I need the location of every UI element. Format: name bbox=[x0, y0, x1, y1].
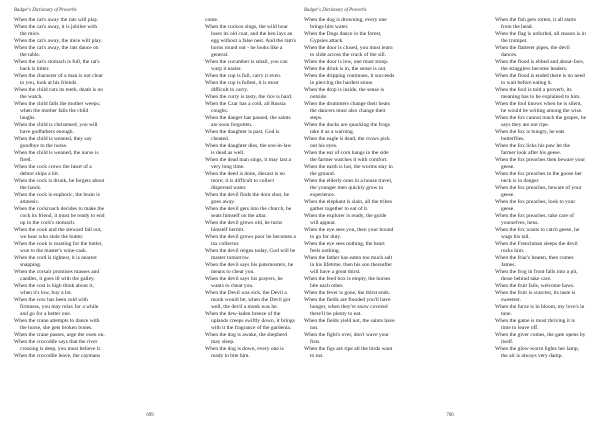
proverb-entry: When the flatterer pipes, the devil dances. bbox=[495, 45, 570, 58]
running-head: Badger's Dictionary of Proverbs bbox=[304, 8, 367, 13]
proverb-entry: When the cord is tightest, it is nearest snapping. bbox=[14, 255, 97, 268]
proverb-entry: When the fox cannot reach the grapes, he says they are not ripe. bbox=[495, 115, 587, 128]
proverb-entry: When the elephant is slain, all the tribes gather together to eat of it. bbox=[304, 199, 392, 212]
proverb-entry: When the daughter is past, God is cheated. bbox=[205, 129, 280, 142]
proverb-entry: When the cat's away the rats will play. bbox=[14, 17, 99, 23]
proverb-entry: When the glow-worm lights her lamp, the air is always very damp. bbox=[495, 346, 580, 359]
proverb-entry: When the fox preaches, look to your geese. bbox=[495, 199, 576, 212]
page-number: 699 bbox=[146, 413, 154, 418]
proverb-entry: When the fool knows when he is silent, he would be writing among the wise. bbox=[495, 101, 583, 114]
proverb-entry: When the cock is drunk, he forgets about the hawk. bbox=[14, 178, 105, 191]
proverb-entry: When the drink is in, the sense is out. bbox=[304, 66, 387, 72]
proverb-entry: When the father has eaten too much salt in his lifetime, then his son thereafter will have a great thirst. bbox=[304, 255, 393, 275]
proverb-entry: When the child falls the mother weeps; when the mother falls the child laughs. bbox=[14, 101, 101, 121]
proverb-entry: When the cat's away, the rats dance on the table. bbox=[14, 45, 99, 58]
proverb-entry: When the fox licks his paw let the farmer look after his geese. bbox=[495, 143, 570, 156]
proverb-entry: When the drop is inside, the sense is outside. bbox=[304, 87, 385, 100]
proverb-entry: When the fox preaches, take care of yourselves, hens. bbox=[495, 213, 574, 226]
proverb-entry: When the fox preaches to the goose her neck is in danger. bbox=[495, 171, 582, 184]
proverb-entry: When the cat's stomach is full, the rat's back is bitter. bbox=[14, 59, 100, 72]
proverb-entry: When the crocodile says that the river crossing is deep, you must believe it. bbox=[14, 339, 102, 352]
column-1 bbox=[14, 17, 105, 360]
proverb-entry: When the cook is roasting for the butler, woe to the master's wine-cask. bbox=[14, 241, 103, 254]
proverb-entry: When the fields yield not, the saints have not. bbox=[304, 318, 395, 331]
proverb-entry: When the fish gets rotten, it all starts from the head. bbox=[495, 17, 576, 30]
proverb-entry: When the Dogs dance in the forest, Gypsies attack. bbox=[304, 31, 382, 44]
proverb-entry: When the corsair promises masses and candles, it goes ill with the galley. bbox=[14, 269, 100, 282]
proverb-entry: When the dew-laden breeze of the uplands creeps swiftly down, it brings with it the fragrance of the gardenia. bbox=[205, 311, 295, 331]
page-number: 700 bbox=[446, 413, 454, 418]
right-page bbox=[300, 0, 600, 424]
proverb-entry: When the cuckoo sings, the wild boar loses its old coat, and the hen lays an egg without a false nest. And the ram's horns round out - he looks like a general. bbox=[205, 24, 297, 58]
proverb-entry: When the earth is hot, the worms stay in the ground. bbox=[304, 164, 393, 177]
proverb-entry: When the devil grows old, he turns himself hermit. bbox=[205, 220, 283, 233]
column-group bbox=[14, 17, 296, 360]
proverb-entry: When the dripping continues, it succeeds in piercing the hardest stone. bbox=[304, 73, 395, 86]
proverb-entry: When the ducks are quacking the frogs take it as a warning. bbox=[304, 122, 390, 135]
proverb-entry: When the explorer is ready, the guide will appear. bbox=[304, 213, 387, 226]
proverb-entry: When the cock crows the heart of a debtor skips a bit. bbox=[14, 164, 92, 177]
proverb-entry: When the fruit is scarcest, its taste is sweetest. bbox=[495, 290, 576, 303]
proverb-entry: come. bbox=[205, 17, 219, 23]
column-2 bbox=[495, 17, 586, 360]
proverb-entry: When the cup is fullest, it is most difficult to carry. bbox=[205, 80, 279, 93]
proverb-entry: When the dead man sings, it may last a very long time. bbox=[205, 157, 291, 170]
running-head: Badger's Dictionary of Proverbs bbox=[14, 8, 77, 13]
proverb-entry: When the cock is euphoric, the brain is amnesic. bbox=[14, 192, 100, 205]
proverb-entry: When the feed box is empty, the horses bite each other. bbox=[304, 276, 391, 289]
proverb-entry: When the fight's over, don't wave your fists. bbox=[304, 332, 390, 345]
proverb-entry: When the cat's away, the mice will play. bbox=[14, 38, 103, 44]
proverb-entry: When the devil finds the door shut, he goes away. bbox=[205, 192, 290, 205]
proverb-entry: When the cook and the steward fall out, we hear who stole the butter. bbox=[14, 227, 102, 240]
column-2 bbox=[205, 17, 296, 360]
proverb-entry: When the child is weaned, the nurse is fired. bbox=[14, 150, 99, 163]
proverb-entry: When the crocodile leave, the caymans bbox=[14, 353, 101, 359]
proverb-entry: When the flood is ebbed and about-face, the stragglers become leaders. bbox=[495, 59, 585, 72]
proverb-entry: When the cow has been sold with firmness, you may relax for a while and go for a better one. bbox=[14, 297, 99, 317]
proverb-entry: When the fox preaches then beware your geese. bbox=[495, 157, 586, 170]
proverb-entry: When the furze is in bloom, my love's in tune. bbox=[495, 304, 585, 317]
proverb-entry: When the cost is high think about it, when it's low, buy a lot. bbox=[14, 283, 94, 296]
proverb-entry: When the friar's beaten, then comes James. bbox=[495, 255, 574, 268]
proverb-entry: When the door is low, one must stoop. bbox=[304, 59, 389, 65]
proverb-entry: When the dog is drowning, every one brings him water. bbox=[304, 17, 387, 30]
proverb-entry: When the flag is unfurled, all reason is in the trumpet. bbox=[495, 31, 586, 44]
proverb-entry: When the eye sees you, then your bound to go for duty. bbox=[304, 227, 394, 240]
proverb-entry: When the ear of corn hangs in the side the farmer watches it with comfort. bbox=[304, 150, 389, 163]
column-group bbox=[304, 17, 586, 360]
proverb-entry: When the devil says his prayers, he wants to cheat you. bbox=[205, 276, 283, 289]
proverb-entry: When the danger has passed, the saints are soon forgotten. bbox=[205, 115, 291, 128]
proverb-entry: When the deed is done, diecast is no more; it is difficult to collect dispersed water. bbox=[205, 171, 286, 191]
proverb-entry: When the fool is told a proverb, its meaning has to be explained to him. bbox=[495, 87, 581, 100]
proverb-entry: When the figs are ripe all the birds want to eat. bbox=[304, 346, 393, 359]
proverb-entry: When the curry is tasty, the rice is hard. bbox=[205, 94, 293, 100]
proverb-entry: When the Devil was sick, the Devil a monk would be; when the Devil got well, the devil a monk was he. bbox=[205, 290, 291, 310]
proverb-entry: When the elderly ones in a house travel, the younger men quickly grow in experience. bbox=[304, 178, 393, 198]
proverb-entry: When the devil says his paternosters, he means to cheat you. bbox=[205, 262, 294, 275]
proverb-entry: When the devil gets into the church, he seats himself on the altar. bbox=[205, 206, 292, 219]
proverb-entry: When the dog is down, every one is ready to bite him. bbox=[205, 346, 284, 359]
proverb-entry: When the door is closed, you must learn to slide across the crack of the sill. bbox=[304, 45, 393, 58]
proverb-entry: When the flood is ended there is no need to wait before eating it. bbox=[495, 73, 585, 86]
proverb-entry: When the fruit fails, welcome haws. bbox=[495, 283, 575, 289]
proverb-entry: When the Frenchman sleeps the devil rocks him. bbox=[495, 241, 578, 254]
proverb-entry: When the crane attempts to dance with the horse, she gets broken bones. bbox=[14, 318, 100, 331]
proverb-entry: When the drummers change their beats the dancers must also change their steps. bbox=[304, 101, 390, 121]
proverb-entry: When the daughter dies, the son-in-law is dead as well. bbox=[205, 143, 292, 156]
proverb-entry: When the fox is hungry, he eats butterflies. bbox=[495, 129, 565, 142]
proverb-entry: When the child cuts its teeth, death is on the watch. bbox=[14, 87, 104, 100]
proverb-entry: When the fever is gone, the thirst ends. bbox=[304, 290, 390, 296]
column-1 bbox=[304, 17, 395, 360]
proverb-entry: When the cockroach decides to make the cock its friend, it must be ready to end up in the cock's stomach. bbox=[14, 206, 105, 226]
proverb-entry: When the cucumber is small, you can warp it easier. bbox=[205, 59, 288, 72]
proverb-entry: When the eye sees nothing, the heart feels nothing. bbox=[304, 241, 385, 254]
proverb-entry: When the child is weaned, they say goodbye to the nurse. bbox=[14, 136, 92, 149]
proverb-entry: When the game is most thriving it is time to leave off. bbox=[495, 318, 575, 331]
proverb-entry: When the cat's away, it is jubilee with the mice. bbox=[14, 24, 98, 37]
proverb-entry: When the cup is full, carry it even. bbox=[205, 73, 282, 79]
proverb-entry: When the dog is awake, the shepherd may sleep. bbox=[205, 332, 288, 345]
proverb-entry: When the giver comes, the gate opens by itself. bbox=[495, 332, 586, 345]
proverb-entry: When the frog in front falls into a pit, those behind take care. bbox=[495, 269, 578, 282]
proverb-entry: When the fox wants to catch geese, he wags his tail. bbox=[495, 227, 580, 240]
proverb-entry: When the fox preaches, beware of your geese. bbox=[495, 185, 582, 198]
proverb-entry: When the devil grows poor he becomes a tax collector. bbox=[205, 234, 296, 247]
proverb-entry: When the child is christened, you will have godfathers enough. bbox=[14, 122, 98, 135]
proverb-entry: When the Czar has a cold, all Russia coughs. bbox=[205, 101, 286, 114]
proverb-entry: When the fields are flooded you'll have hunger, when they're snow covered there'll be plenty to eat. bbox=[304, 297, 391, 317]
proverb-entry: When the devil reigns today, God will be master tomorrow. bbox=[205, 248, 296, 261]
proverb-entry: When the eagle is dead, the crows pick out his eyes. bbox=[304, 136, 390, 149]
proverb-entry: When the character of a man is not clear to you, look at his friends. bbox=[14, 73, 103, 86]
proverb-entry: When the crane passes, urge the oxen on. bbox=[14, 332, 105, 338]
